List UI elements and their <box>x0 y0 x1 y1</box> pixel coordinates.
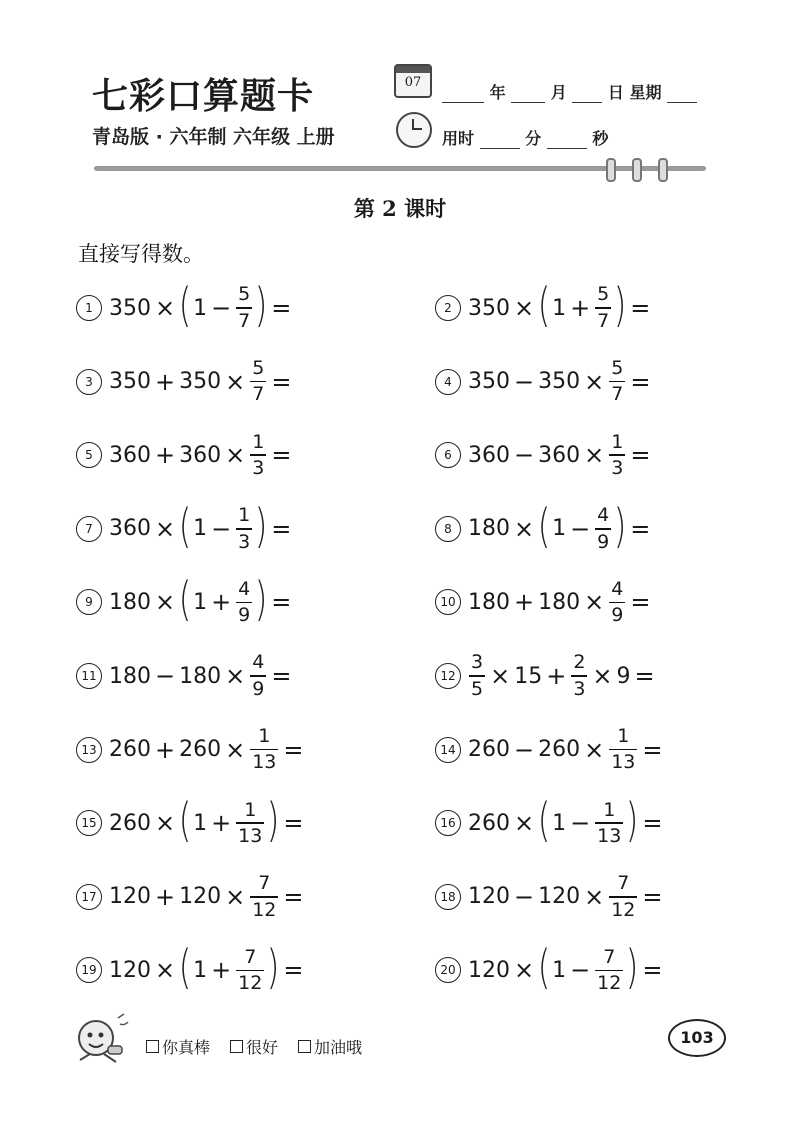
operator: × <box>225 662 246 690</box>
operand: 1 <box>193 957 208 983</box>
time-fill-line <box>442 126 608 149</box>
operator: = <box>642 809 663 838</box>
operand: 120 <box>179 884 222 910</box>
fraction-bar <box>250 675 266 677</box>
mascot-icon <box>70 1008 132 1070</box>
left-paren: ( <box>537 793 551 848</box>
left-paren: ( <box>178 940 192 995</box>
binder-ring-icon <box>658 158 668 182</box>
numerator: 7 <box>258 872 271 895</box>
eval-label: 很好 <box>246 1038 279 1057</box>
problem-number: 12 <box>435 663 461 689</box>
denominator: 13 <box>611 751 636 774</box>
operand: 1 <box>552 810 567 836</box>
weekday-label: 星期 <box>629 83 662 102</box>
fraction <box>236 579 252 626</box>
operand: 120 <box>109 957 151 983</box>
fraction-bar <box>609 454 625 456</box>
clock-icon <box>396 112 432 148</box>
right-paren: ) <box>267 940 280 995</box>
problem-item <box>435 350 653 414</box>
left-paren: ( <box>537 498 551 553</box>
numerator: 5 <box>597 283 610 306</box>
problem-number: 14 <box>435 737 461 763</box>
denominator: 7 <box>238 309 251 332</box>
numerator: 7 <box>244 945 257 968</box>
denominator: 5 <box>471 677 484 700</box>
operand: 360 <box>109 516 151 542</box>
left-paren: ( <box>178 793 192 848</box>
eval-label: 加油哦 <box>314 1038 363 1057</box>
fraction <box>609 358 625 405</box>
operand: 260 <box>179 737 222 763</box>
numerator: 5 <box>238 283 251 306</box>
denominator: 12 <box>597 972 622 995</box>
operator: − <box>211 294 232 322</box>
operator: = <box>271 588 292 617</box>
denominator: 3 <box>573 677 586 700</box>
numerator: 5 <box>252 356 265 379</box>
fraction-bar <box>609 381 625 383</box>
operator: − <box>570 809 591 838</box>
problem-item <box>435 865 666 929</box>
left-paren: ( <box>178 278 192 332</box>
fraction <box>236 505 252 552</box>
operator: − <box>570 514 591 543</box>
operand: 180 <box>109 663 151 689</box>
left-paren: ( <box>178 498 192 553</box>
problem-number: 11 <box>76 663 102 689</box>
right-paren: ) <box>626 793 639 848</box>
fraction-bar <box>236 970 264 972</box>
denominator: 3 <box>252 456 265 479</box>
problem-item <box>76 718 307 782</box>
operator: − <box>570 956 591 985</box>
day-blank[interactable] <box>572 86 602 103</box>
numerator: 7 <box>617 872 630 895</box>
operator: × <box>225 882 246 911</box>
right-paren: ) <box>613 498 627 553</box>
operand: 350 <box>109 369 151 395</box>
operator: − <box>514 367 535 396</box>
problem-item <box>76 938 306 1002</box>
checkbox-icon[interactable] <box>230 1040 243 1053</box>
operator: × <box>155 956 176 985</box>
right-paren: ) <box>254 498 268 553</box>
fraction <box>609 726 637 773</box>
operand: 1 <box>193 295 208 321</box>
operand: 180 <box>468 516 510 542</box>
fraction-bar <box>250 454 266 456</box>
operator: = <box>630 441 651 470</box>
operator: + <box>155 441 176 470</box>
operator: = <box>630 294 651 322</box>
operator: × <box>514 809 535 838</box>
lesson-title: 第 2 课时 <box>353 196 447 221</box>
problem-number: 5 <box>76 442 102 468</box>
problem-number: 4 <box>435 369 461 395</box>
operator: = <box>283 735 304 764</box>
problem-number: 6 <box>435 442 461 468</box>
operator: = <box>271 294 292 322</box>
denominator: 13 <box>238 824 263 847</box>
operator: × <box>155 514 176 543</box>
problem-item <box>76 276 294 340</box>
operand: 350 <box>468 295 510 321</box>
fraction-bar <box>595 970 623 972</box>
operand: 350 <box>538 369 581 395</box>
denominator: 12 <box>252 898 277 921</box>
denominator: 7 <box>597 309 610 332</box>
problem-item <box>435 423 653 487</box>
fraction <box>469 652 485 699</box>
year-blank[interactable] <box>442 86 484 103</box>
numerator: 1 <box>252 430 265 453</box>
denominator: 9 <box>238 604 251 627</box>
numerator: 1 <box>603 798 616 821</box>
problem-item <box>76 570 294 634</box>
denominator: 9 <box>597 530 610 553</box>
operator: = <box>271 367 292 396</box>
fraction <box>571 652 587 699</box>
problem-item <box>76 644 294 708</box>
problem-number: 3 <box>76 369 102 395</box>
calendar-day: 07 <box>404 75 422 90</box>
problem-number: 17 <box>76 884 102 910</box>
operand: 260 <box>109 810 151 836</box>
time-used-label: 用时 <box>442 129 475 148</box>
operator: = <box>642 882 663 911</box>
operand: 1 <box>193 810 208 836</box>
problem-number: 2 <box>435 295 461 321</box>
right-paren: ) <box>254 572 268 627</box>
operand: 120 <box>468 957 510 983</box>
operator: × <box>490 662 511 690</box>
problem-item <box>435 570 653 634</box>
operator: = <box>283 809 304 838</box>
right-paren: ) <box>267 793 280 848</box>
problem-item <box>76 423 294 487</box>
operand: 120 <box>109 884 151 910</box>
problem-number: 9 <box>76 589 102 615</box>
fraction <box>595 800 623 847</box>
fraction <box>236 800 264 847</box>
fraction-bar <box>236 822 264 824</box>
problem-item <box>435 644 658 708</box>
fraction <box>595 505 611 552</box>
operator: = <box>634 662 655 690</box>
fraction <box>236 284 252 331</box>
problem-item <box>435 791 665 855</box>
denominator: 7 <box>611 383 624 406</box>
operator: + <box>155 735 176 764</box>
fraction-bar <box>595 307 611 309</box>
operand: 360 <box>109 442 151 468</box>
fraction-bar <box>595 822 623 824</box>
denominator: 9 <box>252 677 265 700</box>
binder-ring-icon <box>632 158 642 182</box>
operator: × <box>584 367 605 396</box>
operand: 180 <box>538 589 581 615</box>
problem-number: 20 <box>435 957 461 983</box>
operator: = <box>283 882 304 911</box>
operator: × <box>514 294 535 322</box>
fraction-bar <box>236 528 252 530</box>
right-paren: ) <box>626 940 639 995</box>
fraction <box>250 432 266 479</box>
denominator: 7 <box>252 383 265 406</box>
operand: 1 <box>552 295 567 321</box>
numerator: 3 <box>471 651 484 674</box>
binder-ring-icon <box>606 158 616 182</box>
problem-number: 13 <box>76 737 102 763</box>
problem-item <box>76 350 294 414</box>
fraction <box>250 652 266 699</box>
operator: − <box>514 735 535 764</box>
fraction-bar <box>609 749 637 751</box>
problem-item <box>76 865 307 929</box>
operand: 1 <box>193 516 208 542</box>
numerator: 1 <box>258 724 271 747</box>
operator: + <box>155 367 176 396</box>
calendar-icon <box>394 64 432 98</box>
operator: × <box>584 588 605 617</box>
operator: = <box>642 735 663 764</box>
eval-option-good[interactable] <box>230 1035 278 1058</box>
operand: 15 <box>514 663 543 689</box>
problem-item <box>435 718 666 782</box>
problem-item <box>435 497 653 561</box>
operand: 1 <box>552 516 567 542</box>
operand: 350 <box>468 369 510 395</box>
operator: − <box>514 882 535 911</box>
year-label: 年 <box>489 83 506 102</box>
numerator: 1 <box>238 504 251 527</box>
numerator: 1 <box>617 724 630 747</box>
left-paren: ( <box>537 278 551 332</box>
checkbox-icon[interactable] <box>298 1040 311 1053</box>
problem-number: 19 <box>76 957 102 983</box>
fraction-bar <box>609 602 625 604</box>
numerator: 4 <box>238 577 251 600</box>
operator: × <box>155 588 176 617</box>
denominator: 3 <box>238 530 251 553</box>
fraction <box>250 358 266 405</box>
operator: + <box>211 956 232 985</box>
operand: 120 <box>538 884 581 910</box>
numerator: 4 <box>252 651 265 674</box>
denominator: 3 <box>611 456 624 479</box>
fraction <box>609 432 625 479</box>
fraction-bar <box>250 381 266 383</box>
operator: × <box>514 514 535 543</box>
fraction-bar <box>236 307 252 309</box>
operator: + <box>155 882 176 911</box>
fraction <box>250 726 278 773</box>
weekday-blank[interactable] <box>667 86 697 103</box>
operator: + <box>546 662 567 690</box>
operand: 260 <box>538 737 581 763</box>
fraction-bar <box>236 602 252 604</box>
operand: 360 <box>468 442 510 468</box>
fraction <box>609 579 625 626</box>
numerator: 1 <box>611 430 624 453</box>
operand: 180 <box>179 663 222 689</box>
operand: 180 <box>109 589 151 615</box>
denominator: 9 <box>611 604 624 627</box>
fraction <box>609 873 637 920</box>
instruction-text: 直接写得数。 <box>78 242 204 266</box>
operand: 260 <box>109 737 151 763</box>
eval-option-keep-going[interactable] <box>298 1035 362 1058</box>
operator: = <box>271 441 292 470</box>
operand: 360 <box>538 442 581 468</box>
operand: 9 <box>616 663 631 689</box>
fraction-bar <box>469 675 485 677</box>
operand: 350 <box>109 295 151 321</box>
left-paren: ( <box>537 940 551 995</box>
operator: = <box>630 588 651 617</box>
operand: 260 <box>468 737 510 763</box>
operand: 180 <box>468 589 510 615</box>
problem-number: 18 <box>435 884 461 910</box>
eval-option-great[interactable] <box>146 1035 210 1058</box>
self-evaluation <box>146 1035 362 1058</box>
operator: × <box>225 441 246 470</box>
operator: = <box>283 956 304 985</box>
denominator: 13 <box>252 751 277 774</box>
denominator: 12 <box>238 972 263 995</box>
fraction-bar <box>250 896 278 898</box>
operator: × <box>592 662 613 690</box>
operand: 360 <box>179 442 222 468</box>
seconds-blank[interactable] <box>547 132 587 149</box>
numerator: 1 <box>244 798 257 821</box>
problem-item <box>435 938 665 1002</box>
operator: − <box>155 662 176 690</box>
day-label: 日 <box>607 83 624 102</box>
right-paren: ) <box>254 278 268 332</box>
operator: − <box>211 514 232 543</box>
problem-number: 10 <box>435 589 461 615</box>
operand: 1 <box>552 957 567 983</box>
operator: + <box>514 588 535 617</box>
problem-number: 7 <box>76 516 102 542</box>
edition-label: 青岛版 · 六年制 六年级 上册 <box>92 126 335 148</box>
problem-item <box>76 791 306 855</box>
minutes-label: 分 <box>525 129 542 148</box>
numerator: 4 <box>611 577 624 600</box>
operator: = <box>630 367 651 396</box>
problem-number: 1 <box>76 295 102 321</box>
denominator: 12 <box>611 898 636 921</box>
seconds-label: 秒 <box>592 129 609 148</box>
operator: = <box>630 514 651 543</box>
date-fill-line <box>442 80 697 103</box>
minutes-blank[interactable] <box>480 132 520 149</box>
operator: = <box>642 956 663 985</box>
problem-item <box>76 497 294 561</box>
operator: − <box>514 441 535 470</box>
fraction-bar <box>571 675 587 677</box>
operator: × <box>514 956 535 985</box>
denominator: 13 <box>597 824 622 847</box>
operator: + <box>570 294 591 322</box>
operand: 260 <box>468 810 510 836</box>
operand: 350 <box>179 369 222 395</box>
operator: + <box>211 588 232 617</box>
brand-title: 七彩口算题卡 <box>92 75 315 117</box>
page-number: 103 <box>668 1019 726 1057</box>
operator: × <box>155 294 176 322</box>
operator: × <box>584 441 605 470</box>
operator: = <box>271 514 292 543</box>
problem-number: 15 <box>76 810 102 836</box>
operator: × <box>225 367 246 396</box>
numerator: 7 <box>603 945 616 968</box>
operand: 1 <box>193 589 208 615</box>
operand: 120 <box>468 884 510 910</box>
problem-item <box>435 276 653 340</box>
checkbox-icon[interactable] <box>146 1040 159 1053</box>
fraction <box>236 947 264 994</box>
operator: × <box>155 809 176 838</box>
problem-number: 8 <box>435 516 461 542</box>
eval-label: 你真棒 <box>162 1038 211 1057</box>
operator: + <box>211 809 232 838</box>
operator: = <box>271 662 292 690</box>
numerator: 2 <box>573 651 586 674</box>
month-label: 月 <box>550 83 567 102</box>
fraction <box>250 873 278 920</box>
fraction <box>595 284 611 331</box>
problem-number: 16 <box>435 810 461 836</box>
operator: × <box>584 735 605 764</box>
fraction-bar <box>595 528 611 530</box>
fraction-bar <box>609 896 637 898</box>
month-blank[interactable] <box>511 86 545 103</box>
operator: × <box>225 735 246 764</box>
operator: × <box>584 882 605 911</box>
numerator: 4 <box>597 504 610 527</box>
numerator: 5 <box>611 356 624 379</box>
fraction <box>595 947 623 994</box>
left-paren: ( <box>178 572 192 627</box>
fraction-bar <box>250 749 278 751</box>
right-paren: ) <box>613 278 627 332</box>
